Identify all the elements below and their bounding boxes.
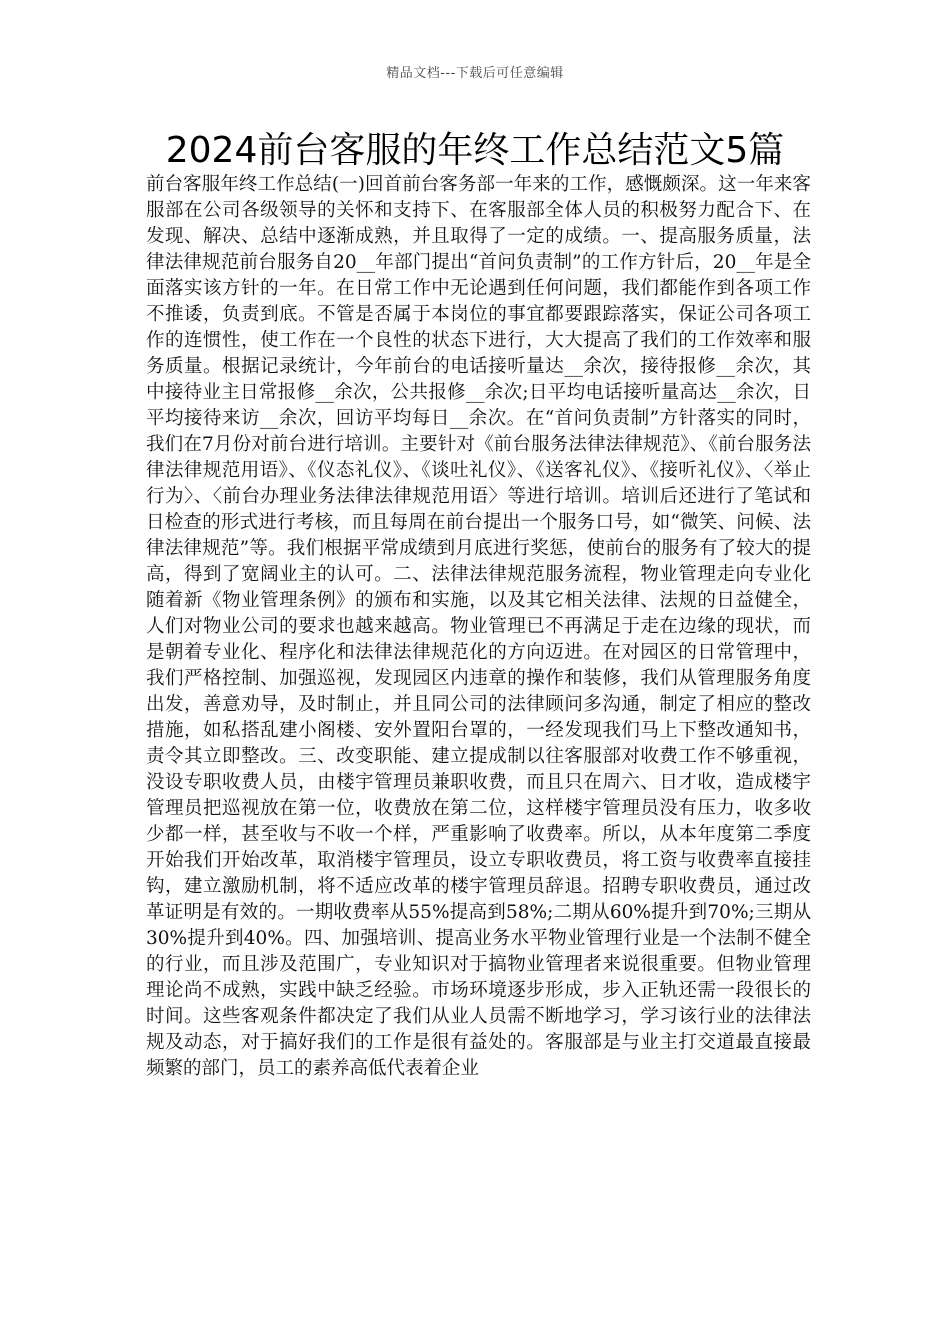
- header-note: 精品文档---下载后可任意编辑: [386, 66, 564, 81]
- document-title: 2024前台客服的年终工作总结范文5篇: [165, 130, 785, 171]
- body-paragraph: 前台客服年终工作总结(一)回首前台客务部一年来的工作，感慨颇深。这一年来客服部在公司各级领导的关怀和支持下、在客服部全体人员的积极努力配合下、在发现、解决、总结中逐渐成熟，并且取得了一定的成绩。一、提高服务质量，法律法律规范前台服务自20__年部门提出“首问负责制”的工作方针后，20__年是全面落实该方针的一年。在日常工作中无论遇到任何问题，我们都能作到各项工作不推诿，负责到底。不管是否属于本岗位的事宜都要跟踪落实，保证公司各项工作的连惯性，使工作在一个良性的状态下进行，大大提高了我们的工作效率和服务质量。根据记录统计，今年前台的电话接听量达__余次，接待报修__余次，其中接待业主日常报修__余次，公共报修__余次;日平均电话接听量高达__余次，日平均接待来访__余次，回访平均每日__余次。在“首问负责制”方针落实的同时，我们在7月份对前台进行培训。主要针对《前台服务法律法律规范》、《前台服务法律法律规范用语》、《仪态礼仪》、《谈吐礼仪》、《送客礼仪》、《接听礼仪》、〈举止行为〉、〈前台办理业务法律法律规范用语〉等进行培训。培训后还进行了笔试和日检查的形式进行考核，而且每周在前台提出一个服务口号，如“微笑、问候、法律法律规范”等。我们根据平常成绩到月底进行奖惩，使前台的服务有了较大的提高，得到了宽阔业主的认可。二、法律法律规范服务流程，物业管理走向专业化随着新《物业管理条例》的颁布和实施，以及其它相关法律、法规的日益健全，人们对物业公司的要求也越来越高。物业管理已不再满足于走在边缘的现状，而是朝着专业化、程序化和法律法律规范化的方向迈进。在对园区的日常管理中，我们严格控制、加强巡视，发现园区内违章的操作和装修，我们从管理服务角度出发，善意劝导，及时制止，并且同公司的法律顾问多沟通，制定了相应的整改措施，如私搭乱建小阁楼、安外置阳台罩的，一经发现我们马上下整改通知书，责令其立即整改。三、改变职能、建立提成制以往客服部对收费工作不够重视，没设专职收费人员，由楼宇管理员兼职收费，而且只在周六、日才收，造成楼宇管理员把巡视放在第一位，收费放在第二位，这样楼宇管理员没有压力，收多收少都一样，甚至收与不收一个样，严重影响了收费率。所以，从本年度第二季度开始我们开始改革，取消楼宇管理员，设立专职收费员，将工资与收费率直接挂钩，建立激励机制，将不适应改革的楼宇管理员辞退。招聘专职收费员，通过改革证明是有效的。一期收费率从55%提高到58%;二期从60%提升到70%;三期从30%提升到40%。四、加强培训、提高业务水平物业管理行业是一个法制不健全的行业，而且涉及范围广，专业知识对于搞物业管理者来说很重要。但物业管理理论尚不成熟，实践中缺乏经验。市场环境逐步形成，步入正轨还需一段很长的时间。这些客观条件都决定了我们从业人员需不断地学习，学习该行业的法律法规及动态，对于搞好我们的工作是很有益处的。客服部是与业主打交道最直接最频繁的部门，员工的素养高低代表着企业: [146, 174, 811, 1079]
